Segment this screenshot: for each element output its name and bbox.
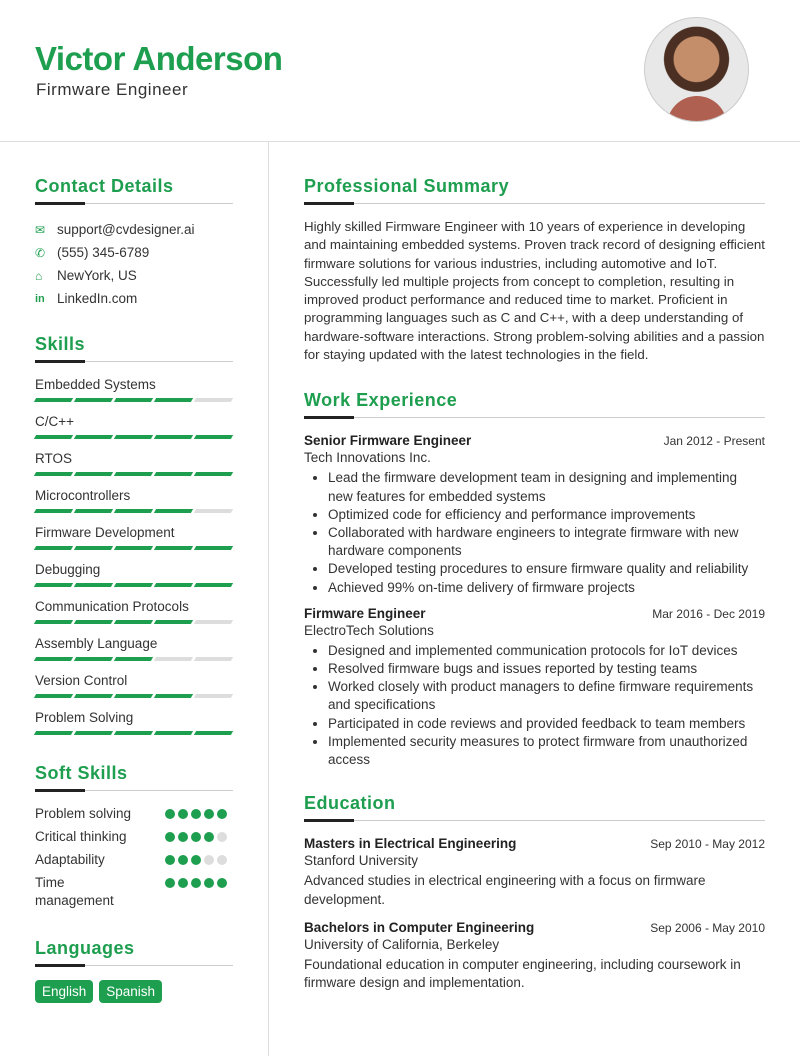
job-bullet: • Achieved 99% on-time delivery of firmware projects <box>328 579 765 597</box>
skill-level-bar <box>35 472 233 476</box>
soft-skill-name: Critical thinking <box>35 829 127 844</box>
school: University of California, Berkeley <box>304 936 500 952</box>
language-tag: Spanish <box>99 980 162 1003</box>
degree: Bachelors in Computer Engineering <box>304 919 535 935</box>
skill-level-segment <box>114 583 153 587</box>
job-company: ElectroTech Solutions <box>304 622 434 638</box>
rating-dot <box>204 855 214 865</box>
skill-level-segment <box>114 509 153 513</box>
job-bullet: • Collaborated with hardware engineers to integrate firmware with new hardware components <box>328 524 765 560</box>
contact-item <box>35 287 233 310</box>
job-dates: Mar 2016 - Dec 2019 <box>652 606 765 621</box>
education-dates: Sep 2006 - May 2010 <box>650 920 765 935</box>
soft-skill-item <box>35 851 233 869</box>
soft-skills-list <box>35 805 233 910</box>
rating-dot <box>204 878 214 888</box>
job-dates: Jan 2012 - Present <box>663 434 765 449</box>
skill-level-bar <box>35 546 233 550</box>
soft-skill-name: Problem solving <box>35 806 132 821</box>
rating-dot <box>204 832 214 842</box>
contact-text: (555) 345-6789 <box>57 245 150 260</box>
skill-level-segment <box>194 509 233 513</box>
skills-title: Skills <box>35 334 233 362</box>
skill-level-bar <box>35 398 233 402</box>
skill-level-bar <box>35 620 233 624</box>
skill-level-segment <box>34 435 73 439</box>
contact-list <box>35 218 233 310</box>
languages-title: Languages <box>35 938 233 966</box>
skill-level-segment <box>114 435 153 439</box>
skill-name: Microcontrollers <box>35 488 131 503</box>
skill-level-segment <box>154 509 193 513</box>
skill-level-segment <box>34 731 73 735</box>
rating-dot <box>204 809 214 819</box>
sidebar <box>35 176 233 1003</box>
skill-level-segment <box>194 731 233 735</box>
job-header <box>304 605 765 623</box>
profile-photo <box>644 17 749 122</box>
skill-level-segment <box>74 583 113 587</box>
skill-level-segment <box>114 472 153 476</box>
experience-title: Work Experience <box>304 390 765 418</box>
skill-level-segment <box>114 694 153 698</box>
skill-level-segment <box>154 657 193 661</box>
skill-level-bar <box>35 657 233 661</box>
skill-level-segment <box>34 620 73 624</box>
contact-item <box>35 241 233 264</box>
language-tag: English <box>35 980 93 1003</box>
languages-list <box>35 980 233 1003</box>
skill-level-segment <box>74 620 113 624</box>
job-bullet: • Designed and implemented communication protocols for IoT devices <box>328 642 765 660</box>
skill-level-bar <box>35 731 233 735</box>
skills-list <box>35 376 233 735</box>
contact-item <box>35 264 233 287</box>
education-header <box>304 835 765 853</box>
skill-level-segment <box>154 620 193 624</box>
rating-dot <box>191 809 201 819</box>
skill-level-segment <box>34 398 73 402</box>
job-bullet: • Resolved firmware bugs and issues reported by testing teams <box>328 660 765 678</box>
education-entry <box>304 835 765 909</box>
skill-level-segment <box>194 546 233 550</box>
education-dates: Sep 2010 - May 2012 <box>650 837 765 852</box>
contact-text[interactable]: support@cvdesigner.ai <box>57 222 195 237</box>
rating-dot <box>191 855 201 865</box>
skill-name: Version Control <box>35 673 128 688</box>
skill-level-segment <box>74 694 113 698</box>
skill-level-segment <box>194 583 233 587</box>
soft-skill-name: Time management <box>35 875 114 908</box>
job-title: Firmware Engineer <box>304 605 426 621</box>
skill-level-segment <box>34 657 73 661</box>
contact-item <box>35 218 233 241</box>
skill-level-segment <box>114 546 153 550</box>
rating-dot <box>217 878 227 888</box>
job-bullet: • Optimized code for efficiency and performance improvements <box>328 506 765 524</box>
skill-level-segment <box>74 546 113 550</box>
home-icon: ⌂ <box>35 268 43 283</box>
job-entry <box>304 605 765 769</box>
rating-dot <box>178 878 188 888</box>
skill-name: Debugging <box>35 562 101 577</box>
skill-level-segment <box>114 657 153 661</box>
skill-level-segment <box>74 731 113 735</box>
skill-level-segment <box>194 620 233 624</box>
skill-level-segment <box>154 546 193 550</box>
soft-skill-rating <box>165 805 233 823</box>
skill-name: Communication Protocols <box>35 599 189 614</box>
job-bullets <box>328 642 765 769</box>
job-bullet: • Implemented security measures to protect firmware from unauthorized access <box>328 733 765 769</box>
education-header <box>304 919 765 937</box>
envelope-icon: ✉ <box>35 222 46 237</box>
resume-header <box>0 0 800 142</box>
column-divider <box>268 142 269 1056</box>
skill-level-segment <box>34 546 73 550</box>
skill-level-segment <box>74 509 113 513</box>
rating-dot <box>178 832 188 842</box>
skill-level-segment <box>74 435 113 439</box>
linkedin-icon: in <box>35 292 45 305</box>
main-content <box>304 176 765 1002</box>
skill-name: Assembly Language <box>35 636 158 651</box>
soft-skill-rating <box>165 874 233 910</box>
skill-level-segment <box>34 694 73 698</box>
summary-text: Highly skilled Firmware Engineer with 10 years of experience in developing and maintaining embedded systems. Proven track record of designing efficient firmware solutions for various industries, including automotive and IoT. Successfully led multiple projects from concept to completion, resulting in improved product performance and reduced time to market. Proficient in programming languages such as C and C++, with a deep understanding of hardware-software interactions. Strong problem-solving abilities and a passion for staying updated with the latest technologies in the field. <box>304 219 765 363</box>
contact-title: Contact Details <box>35 176 233 204</box>
skill-level-bar <box>35 435 233 439</box>
rating-dot <box>165 855 175 865</box>
soft-skill-item <box>35 828 233 846</box>
skill-level-segment <box>114 731 153 735</box>
rating-dot <box>165 878 175 888</box>
candidate-name: Victor Anderson <box>35 40 283 77</box>
skill-level-bar <box>35 694 233 698</box>
skill-name: Embedded Systems <box>35 377 156 392</box>
candidate-role: Firmware Engineer <box>36 80 189 99</box>
soft-skills-title: Soft Skills <box>35 763 233 791</box>
job-bullet: • Lead the firmware development team in designing and implementing new features for embedded systems <box>328 469 765 505</box>
skill-name: RTOS <box>35 451 73 466</box>
skill-level-segment <box>74 398 113 402</box>
rating-dot <box>178 855 188 865</box>
education-description: Foundational education in computer engineering, including coursework in firmware design and implementation. <box>304 956 741 991</box>
skill-level-segment <box>74 472 113 476</box>
soft-skill-rating <box>165 851 233 869</box>
rating-dot <box>165 809 175 819</box>
phone-icon: ✆ <box>35 245 46 260</box>
summary-title: Professional Summary <box>304 176 765 204</box>
skill-level-segment <box>74 657 113 661</box>
rating-dot <box>191 878 201 888</box>
skill-level-segment <box>34 509 73 513</box>
rating-dot <box>217 832 227 842</box>
rating-dot <box>165 832 175 842</box>
education-entry <box>304 919 765 993</box>
skill-level-segment <box>114 398 153 402</box>
education-title: Education <box>304 793 765 821</box>
soft-skill-item <box>35 874 233 910</box>
job-bullets <box>328 469 765 596</box>
job-header <box>304 432 765 450</box>
skill-name: C/C++ <box>35 414 75 429</box>
soft-skill-rating <box>165 828 233 846</box>
skill-level-segment <box>154 398 193 402</box>
skill-level-segment <box>34 583 73 587</box>
skill-name: Problem Solving <box>35 710 134 725</box>
rating-dot <box>217 855 227 865</box>
skill-level-segment <box>154 472 193 476</box>
skill-level-segment <box>194 398 233 402</box>
school: Stanford University <box>304 853 419 869</box>
job-company: Tech Innovations Inc. <box>304 450 431 466</box>
skill-level-segment <box>154 694 193 698</box>
job-bullet: • Participated in code reviews and provided feedback to team members <box>328 715 765 733</box>
job-title: Senior Firmware Engineer <box>304 433 472 449</box>
skill-level-segment <box>194 657 233 661</box>
rating-dot <box>178 809 188 819</box>
skill-level-segment <box>194 694 233 698</box>
rating-dot <box>191 832 201 842</box>
soft-skill-name: Adaptability <box>35 852 105 867</box>
skill-level-segment <box>114 620 153 624</box>
skill-level-segment <box>34 472 73 476</box>
skill-level-segment <box>154 731 193 735</box>
skill-level-segment <box>154 435 193 439</box>
skill-level-segment <box>154 583 193 587</box>
skill-name: Firmware Development <box>35 525 175 540</box>
education-list <box>304 835 765 992</box>
degree: Masters in Electrical Engineering <box>304 836 517 852</box>
experience-list <box>304 432 765 769</box>
education-description: Advanced studies in electrical engineering with a focus on firmware development. <box>304 873 706 907</box>
rating-dot <box>217 809 227 819</box>
soft-skill-item <box>35 805 233 823</box>
job-bullet: • Worked closely with product managers to define firmware requirements and specifications <box>328 678 765 714</box>
job-bullet: • Developed testing procedures to ensure firmware quality and reliability <box>328 560 765 578</box>
contact-text[interactable]: LinkedIn.com <box>57 291 138 306</box>
skill-level-segment <box>194 435 233 439</box>
contact-text: NewYork, US <box>57 268 137 283</box>
job-entry <box>304 432 765 596</box>
skill-level-bar <box>35 583 233 587</box>
skill-level-bar <box>35 509 233 513</box>
skill-level-segment <box>194 472 233 476</box>
